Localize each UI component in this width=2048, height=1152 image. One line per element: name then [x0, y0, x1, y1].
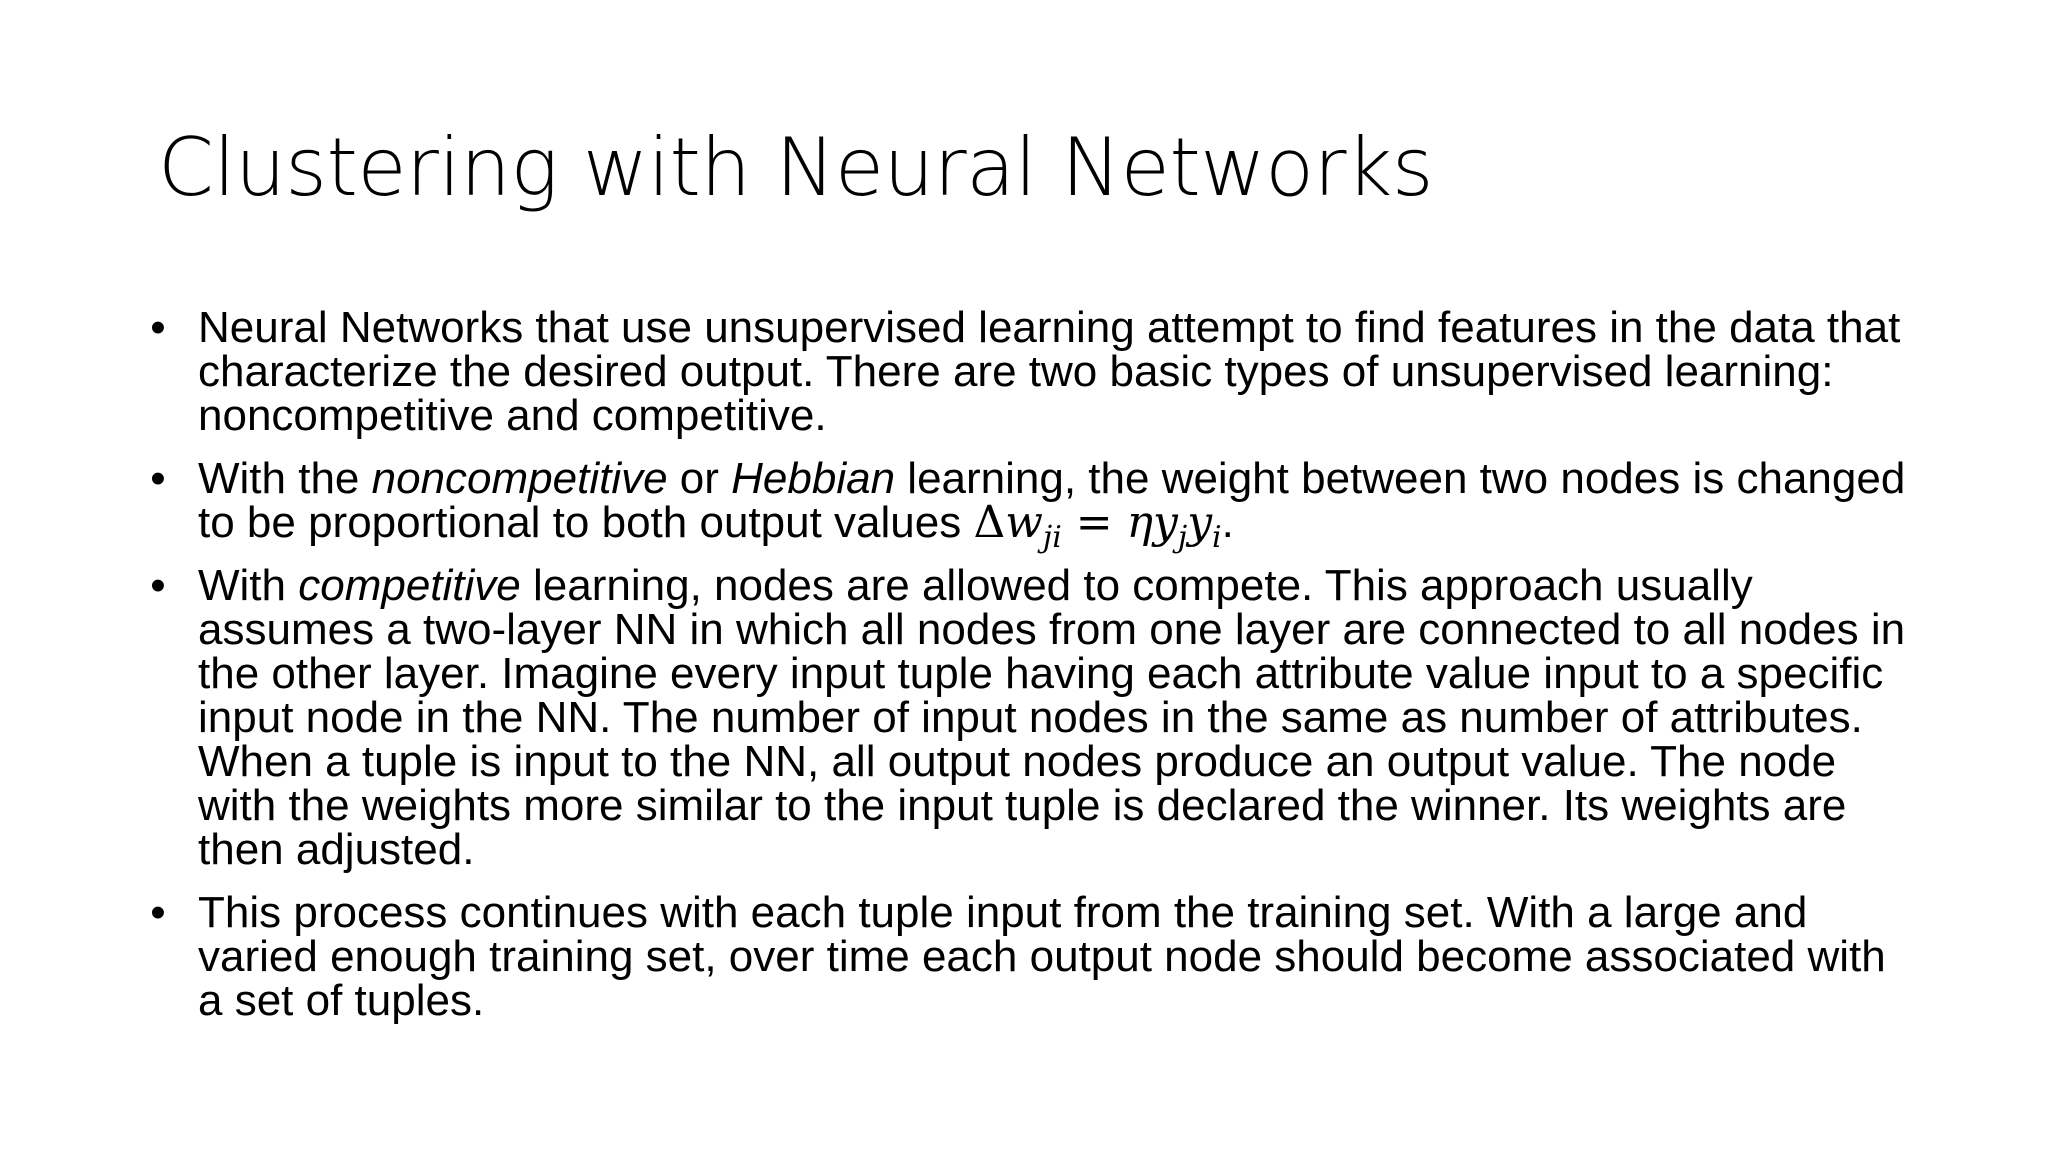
bullet-text: Neural Networks that use unsupervised learning attempt to find features in the data that characterize the desired output. There are two basic types of unsupervised learning: noncompetitive and competitive.	[198, 303, 1901, 440]
bullet-item-4	[146, 888, 1906, 1025]
formula-y-j-subscript: j	[1177, 519, 1188, 555]
slide-title: Clustering with Neural Networks	[158, 121, 1434, 214]
bullet-marker: •	[150, 454, 166, 503]
bullet-text-part: .	[1221, 498, 1234, 547]
formula-y-i-subscript: i	[1212, 519, 1222, 555]
bullet-item-3	[146, 561, 1906, 874]
bullet-list	[146, 303, 1906, 1042]
formula-delta: Δ	[973, 497, 1006, 548]
bullet-text-part: With	[198, 561, 299, 610]
bullet-text-part: learning, nodes are allowed to compete. This approach usually assumes a two-layer NN in which all nodes from one layer are connected to all nodes in the other layer. Imagine every input tuple having each attribute value input to a specific input node in the NN. The number of input nodes in the same as number of attributes. When a tuple is input to the NN, all output nodes produce an output value. The node with the weights more similar to the input tuple is declared the winner. Its weights are then adjusted.	[198, 561, 1906, 874]
formula-equals: =	[1061, 497, 1127, 548]
bullet-marker: •	[150, 888, 166, 937]
bullet-text-part: With the	[198, 454, 372, 503]
formula-w: w	[1005, 497, 1043, 548]
formula-w-subscript: ji	[1042, 519, 1062, 555]
formula-y-j: y	[1153, 497, 1178, 548]
bullet-text: This process continues with each tuple input from the training set. With a large and varied enough training set, over time each output node should become associated with a set of tuples.	[198, 888, 1886, 1025]
formula-y-i: y	[1187, 497, 1213, 548]
formula-eta: η	[1126, 497, 1154, 548]
bullet-text-part: learning, the weight between two nodes is changed to be proportional to both output values	[198, 454, 1906, 547]
bullet-marker: •	[150, 561, 166, 610]
hebbian-formula	[973, 497, 1222, 555]
bullet-item-1	[146, 303, 1906, 440]
emphasis-competitive: competitive	[298, 561, 521, 610]
emphasis-hebbian: Hebbian	[731, 454, 896, 503]
emphasis-noncompetitive: noncompetitive	[371, 454, 668, 503]
bullet-text-part: or	[667, 454, 732, 503]
bullet-item-2	[146, 454, 1906, 555]
bullet-marker: •	[150, 303, 166, 352]
